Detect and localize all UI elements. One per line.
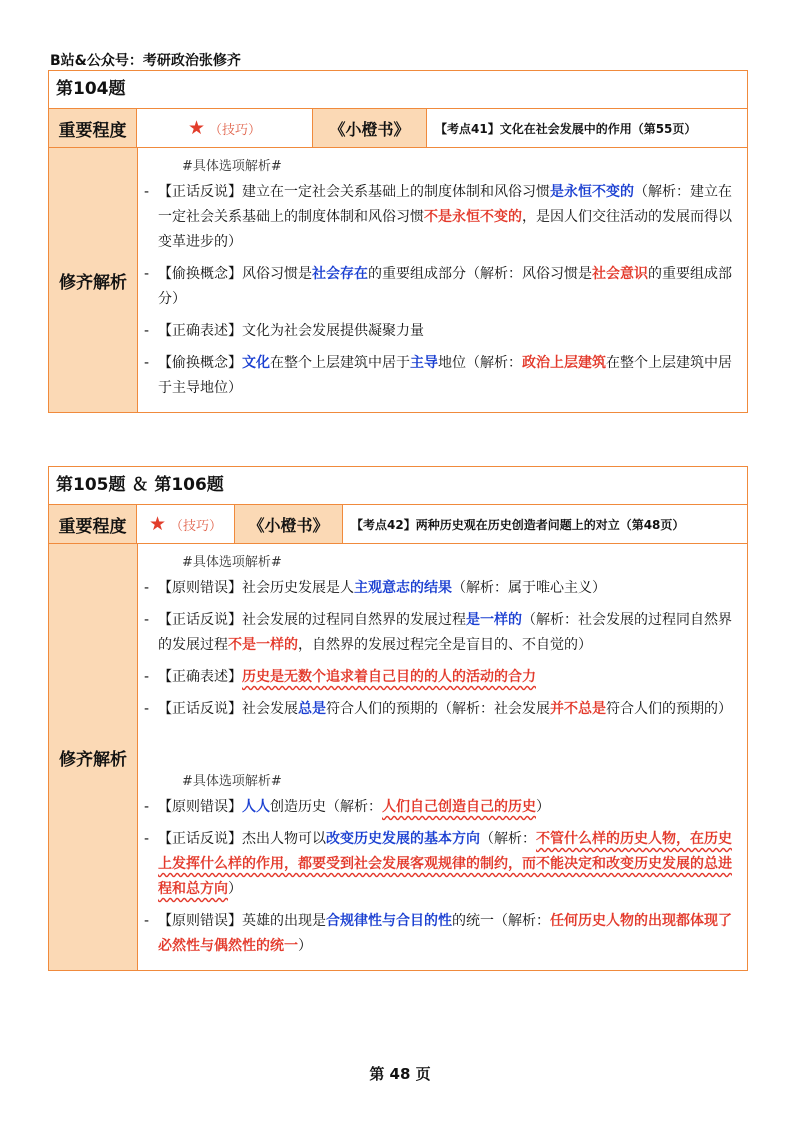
highlight-text: 历史是无数个追求着自己目的的人的活动的合力: [242, 669, 536, 685]
section-title: #具体选项解析#: [182, 774, 282, 789]
option-text: [158, 697, 739, 722]
highlight-text: 是一样的: [466, 612, 522, 628]
option-text: [158, 827, 739, 902]
text-segment: ，自然界的发展过程完全是盲目的、不自觉的）: [298, 637, 592, 653]
option-item: [144, 795, 739, 820]
option-tag: 【偷换概念】: [158, 355, 242, 371]
text-segment: 在整个上层建筑中居于: [270, 355, 410, 371]
option-tag: 【偷换概念】: [158, 266, 242, 282]
bullet-dash: -: [144, 184, 150, 200]
highlight-text: 主观意志的结果: [354, 580, 452, 596]
analysis-label: 修齐解析: [49, 544, 138, 970]
question-title: 第105题 ＆ 第106题: [49, 467, 747, 505]
highlight-text: 政治上层建筑: [522, 355, 606, 371]
section-title: #具体选项解析#: [182, 555, 282, 570]
option-tag: 【正确表述】: [158, 669, 242, 685]
bullet-dash: -: [144, 323, 150, 339]
highlight-text: 社会意识: [592, 266, 648, 282]
highlight-text: 文化: [242, 355, 270, 371]
option-text: [158, 351, 739, 401]
text-segment: 风俗习惯是: [242, 266, 312, 282]
text-segment: 符合人们的预期的）: [606, 701, 732, 717]
highlight-text: 并不总是: [550, 701, 606, 717]
text-segment: ）: [536, 799, 550, 815]
option-item: [144, 319, 739, 344]
question-title: 第104题: [49, 71, 747, 109]
option-text: [158, 909, 739, 959]
text-segment: 创造历史（解析：: [270, 799, 382, 815]
kaodian-label: 【考点42】两种历史观在历史创造者问题上的对立（第48页）: [351, 517, 685, 532]
option-item: [144, 697, 739, 722]
option-tag: 【正话反说】: [158, 701, 242, 717]
bullet-dash: -: [144, 799, 150, 815]
text-segment: 社会发展的过程同自然界的发展过程: [242, 612, 466, 628]
page-footer: 第 48 页: [369, 1065, 431, 1083]
text-segment: 杰出人物可以: [242, 831, 326, 847]
bullet-dash: -: [144, 669, 150, 685]
option-tag: 【原则错误】: [158, 580, 242, 596]
bullet-dash: -: [144, 355, 150, 371]
analysis-content: [138, 544, 747, 970]
option-text: [158, 180, 739, 255]
text-segment: 的重要组成部分（解析：风俗习惯是: [368, 266, 592, 282]
skill-label: （技巧）: [209, 122, 262, 138]
page-header: B站&公众号：考研政治张修齐: [50, 53, 241, 69]
importance-rating: [137, 505, 235, 543]
text-segment: 文化为社会发展提供凝聚力量: [242, 323, 424, 339]
meta-row: [49, 505, 747, 544]
option-text: [158, 795, 739, 820]
star-icon: ★: [148, 513, 167, 535]
analysis-row: [49, 544, 747, 970]
highlight-text: 社会存在: [312, 266, 368, 282]
option-tag: 【正话反说】: [158, 831, 242, 847]
bullet-dash: -: [144, 701, 150, 717]
bullet-dash: -: [144, 913, 150, 929]
option-tag: 【正话反说】: [158, 612, 242, 628]
section-title: #具体选项解析#: [182, 159, 282, 174]
analysis-content: [138, 148, 747, 412]
text-segment: （解析：建立在一定社会关系基础上的制度体制和风俗习惯: [158, 184, 732, 225]
highlight-text: 主导: [410, 355, 438, 371]
text-segment: 社会历史发展是人: [242, 580, 354, 596]
text-segment: 符合人们的预期的（解析：社会发展: [326, 701, 550, 717]
option-item: [144, 576, 739, 601]
question-card-104: [48, 70, 748, 413]
bullet-dash: -: [144, 580, 150, 596]
option-item: [144, 827, 739, 902]
option-item: [144, 909, 739, 959]
highlight-text: 不管什么样的历史人物，在历史上发挥什么样的作用，都要受到社会发展客观规律的制约，而不能决定和改变历史发展的总进程和总方向: [158, 831, 732, 897]
question-card-105-106: [48, 466, 748, 971]
text-segment: 地位（解析：: [438, 355, 522, 371]
option-text: [158, 665, 739, 690]
analysis-label: 修齐解析: [49, 148, 138, 412]
text-segment: （解析：属于唯心主义）: [452, 580, 606, 596]
option-list: [144, 576, 739, 722]
importance-rating: [137, 109, 313, 147]
option-item: [144, 608, 739, 658]
option-list: [144, 795, 739, 959]
text-segment: 的重要组成部分）: [158, 266, 732, 307]
importance-label: 重要程度: [49, 505, 137, 543]
kaodian-label: 【考点41】文化在社会发展中的作用（第55页）: [435, 121, 697, 136]
option-text: [158, 262, 739, 312]
option-item: [144, 262, 739, 312]
highlight-text: 是永恒不变的: [550, 184, 634, 200]
text-segment: 英雄的出现是: [242, 913, 326, 929]
skill-label: （技巧）: [170, 518, 223, 534]
text-segment: 的统一（解析：: [452, 913, 550, 929]
highlight-text: 不是永恒不变的: [424, 209, 522, 225]
highlight-text: 人们自己创造自己的历史: [382, 799, 536, 815]
option-text: [158, 319, 739, 344]
text-segment: 在整个上层建筑中居于主导地位）: [158, 355, 732, 396]
highlight-text: 任何历史人物的出现都体现了必然性与偶然性的统一: [158, 913, 732, 954]
option-item: [144, 665, 739, 690]
text-segment: ，是因人们交往活动的发展而得以变革进步的）: [158, 209, 732, 250]
text-segment: （解析：社会发展的过程同自然界的发展过程: [158, 612, 732, 653]
option-list: [144, 180, 739, 401]
meta-row: [49, 109, 747, 148]
analysis-row: [49, 148, 747, 412]
bullet-dash: -: [144, 612, 150, 628]
option-item: [144, 351, 739, 401]
option-tag: 【原则错误】: [158, 799, 242, 815]
option-tag: 【正话反说】: [158, 184, 242, 200]
option-tag: 【原则错误】: [158, 913, 242, 929]
option-tag: 【正确表述】: [158, 323, 242, 339]
text-segment: ）: [298, 938, 312, 954]
bullet-dash: -: [144, 266, 150, 282]
text-segment: ）: [228, 881, 242, 897]
book-label: 《小橙书》: [313, 109, 427, 147]
highlight-text: 不是一样的: [228, 637, 298, 653]
book-label: 《小橙书》: [235, 505, 343, 543]
star-icon: ★: [187, 117, 206, 139]
text-segment: 社会发展: [242, 701, 298, 717]
option-item: [144, 180, 739, 255]
text-segment: 建立在一定社会关系基础上的制度体制和风俗习惯: [242, 184, 550, 200]
bullet-dash: -: [144, 831, 150, 847]
highlight-text: 人人: [242, 799, 270, 815]
highlight-text: 总是: [298, 701, 326, 717]
text-segment: （解析：: [480, 831, 536, 847]
option-text: [158, 576, 739, 601]
highlight-text: 合规律性与合目的性: [326, 913, 452, 929]
option-text: [158, 608, 739, 658]
highlight-text: 改变历史发展的基本方向: [326, 831, 480, 847]
importance-label: 重要程度: [49, 109, 137, 147]
